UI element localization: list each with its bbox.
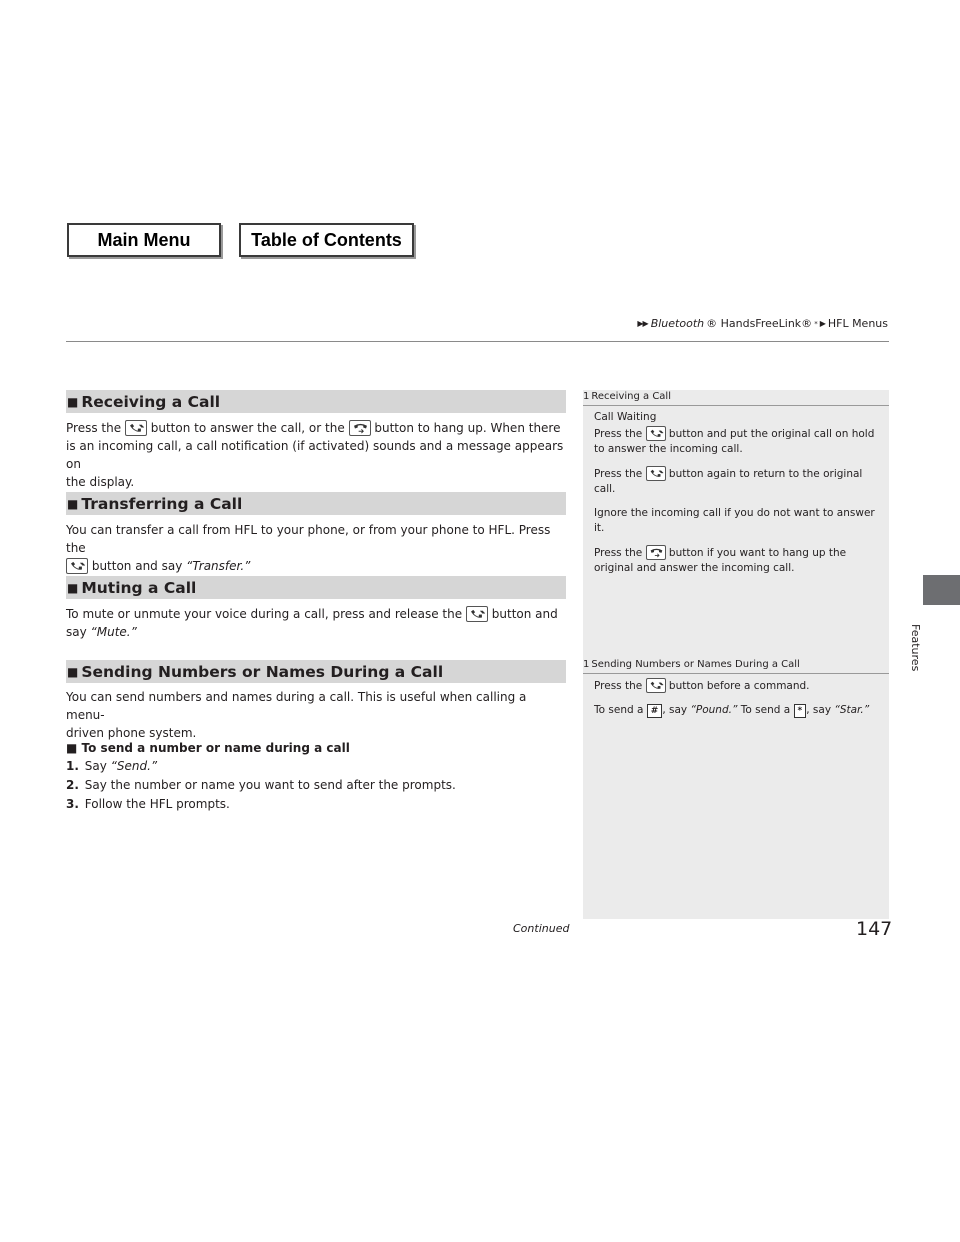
- note-sending: Press the button before a command. To send a # , say “Pound.” To send a * , say “Star.”: [594, 680, 870, 716]
- note-title-receiving: 1 Receiving a Call: [583, 391, 671, 402]
- step-item: 2. Say the number or name you want to send after the prompts.: [66, 778, 456, 792]
- square-bullet-icon: ■: [67, 664, 79, 679]
- note-rule: [583, 673, 889, 674]
- breadcrumb-part-3[interactable]: HFL Menus: [827, 317, 888, 330]
- pick-up-icon: [125, 420, 147, 436]
- breadcrumb-arrow-icon: ▶▶: [637, 319, 648, 328]
- breadcrumb-asterisk: *: [814, 319, 818, 328]
- pick-up-icon: [66, 558, 88, 574]
- page-number: 147: [856, 918, 893, 940]
- hang-up-icon: [349, 420, 371, 436]
- breadcrumb-part-2[interactable]: ® HandsFreeLink®: [706, 317, 813, 330]
- note-marker-icon: 1: [583, 659, 590, 670]
- pick-up-icon: [646, 678, 666, 693]
- section-heading-text: Transferring a Call: [81, 494, 243, 513]
- pick-up-icon: [466, 606, 488, 622]
- breadcrumb-part-1[interactable]: Bluetooth: [650, 317, 705, 330]
- star-key-icon: *: [794, 704, 807, 718]
- note-title-sending: 1 Sending Numbers or Names During a Call: [583, 659, 800, 670]
- note-receiving: Call Waiting Press the button and put the original call on hold to answer the incoming call. Press the button again to return to the original call. Ignore the incoming call if you do not want to answer it. Press the button if you want to hang up the original and answer the incoming call.: [594, 411, 875, 574]
- pick-up-icon: [646, 426, 666, 441]
- chapter-tab[interactable]: [923, 575, 960, 605]
- square-bullet-icon: ■: [67, 394, 79, 409]
- transferring-paragraph: You can transfer a call from HFL to your phone, or from your phone to HFL. Press the button and say “Transfer.”: [66, 523, 551, 573]
- step-item: 1. Say “Send.”: [66, 759, 158, 773]
- sending-paragraph: You can send numbers and names during a call. This is useful when calling a menu- driven phone system.: [66, 690, 527, 740]
- step-item: 3. Follow the HFL prompts.: [66, 797, 230, 811]
- section-heading-text: Muting a Call: [81, 578, 197, 597]
- pound-key-icon: #: [647, 704, 663, 718]
- section-heading-text: Sending Numbers or Names During a Call: [81, 662, 444, 681]
- header-rule: [66, 341, 889, 342]
- chapter-label: Features: [909, 624, 922, 672]
- main-menu-button[interactable]: Main Menu: [67, 223, 221, 257]
- section-heading-transferring: [66, 492, 566, 515]
- square-bullet-icon: ■: [67, 580, 79, 595]
- square-bullet-icon: ■: [67, 496, 79, 511]
- breadcrumb: [637, 317, 888, 330]
- table-of-contents-button[interactable]: Table of Contents: [239, 223, 414, 257]
- continued-label: Continued: [513, 922, 570, 935]
- sending-subheading: ■ To send a number or name during a call: [66, 741, 350, 755]
- hang-up-icon: [646, 545, 666, 560]
- square-bullet-icon: ■: [66, 741, 78, 755]
- receiving-paragraph: Press the button to answer the call, or the button to hang up. When there is an incoming call, a call notification (if activated) sounds and a message appears on the display.: [66, 421, 564, 489]
- breadcrumb-arrow-icon: ▶: [819, 319, 825, 328]
- section-heading-receiving: [66, 390, 566, 413]
- section-heading-muting: [66, 576, 566, 599]
- section-heading-sending: [66, 660, 566, 683]
- note-rule: [583, 405, 889, 406]
- pick-up-icon: [646, 466, 666, 481]
- note-marker-icon: 1: [583, 391, 590, 402]
- muting-paragraph: To mute or unmute your voice during a call, press and release the button and say “Mute.”: [66, 607, 558, 639]
- section-heading-text: Receiving a Call: [81, 392, 221, 411]
